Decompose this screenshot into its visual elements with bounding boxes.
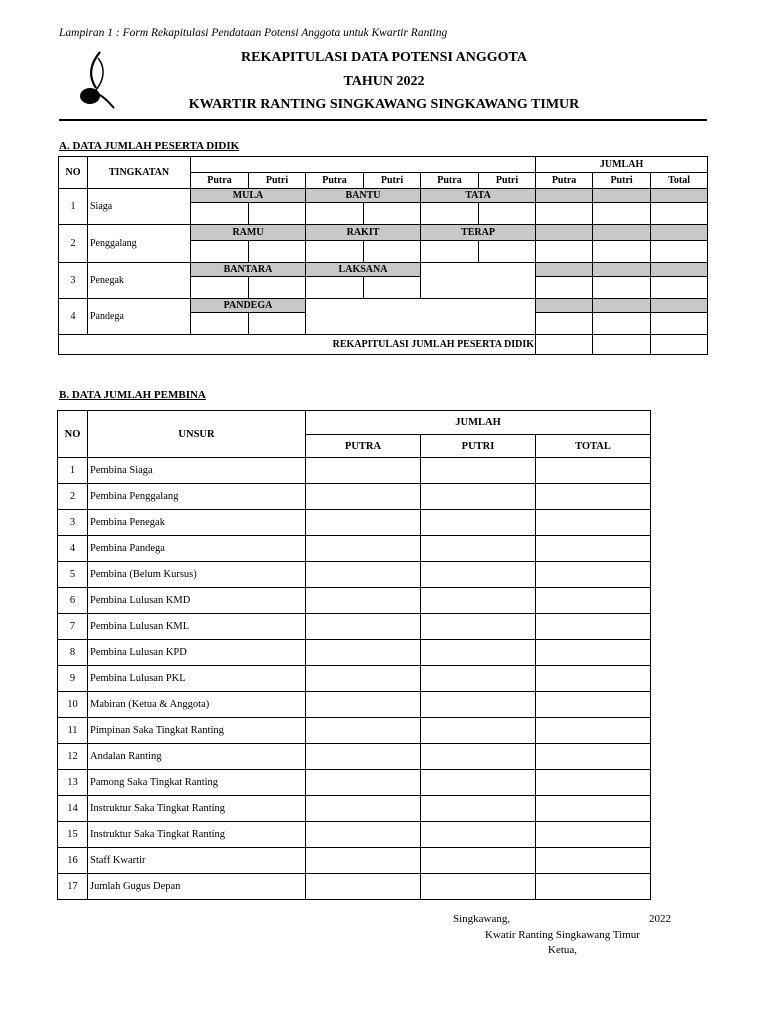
table-row <box>58 822 651 848</box>
shaded-cell <box>651 189 708 203</box>
row-unsur: Pamong Saka Tingkat Ranting <box>88 770 306 796</box>
total-putri-header: Putri <box>593 173 651 189</box>
row-no: 11 <box>58 718 88 744</box>
input-cell[interactable] <box>536 744 651 770</box>
report-year: TAHUN 2022 <box>343 74 425 89</box>
input-cell[interactable] <box>421 562 536 588</box>
input-cell[interactable] <box>421 666 536 692</box>
input-cell[interactable] <box>306 718 421 744</box>
putri-header: Putri <box>364 173 421 189</box>
level-label: BANTARA <box>191 263 306 277</box>
total-putra-header: Putra <box>536 173 593 189</box>
input-cell[interactable] <box>191 313 249 335</box>
shaded-cell <box>593 263 651 277</box>
input-cell[interactable] <box>479 241 536 263</box>
input-cell[interactable] <box>306 744 421 770</box>
shaded-cell <box>593 225 651 241</box>
signature-place: Singkawang, <box>453 913 511 925</box>
peserta-didik-table <box>58 156 708 355</box>
table-row <box>58 562 651 588</box>
shaded-cell <box>536 299 593 313</box>
input-cell[interactable] <box>479 203 536 225</box>
row-unsur: Jumlah Gugus Depan <box>88 874 306 900</box>
input-cell[interactable] <box>421 744 536 770</box>
input-cell[interactable] <box>536 277 593 299</box>
row-unsur: Pembina Siaga <box>88 458 306 484</box>
row-tingkatan: Penggalang <box>88 225 191 263</box>
row-no: 1 <box>59 189 88 225</box>
input-cell[interactable] <box>421 241 479 263</box>
input-cell[interactable] <box>191 277 249 299</box>
row-unsur: Instruktur Saka Tingkat Ranting <box>88 796 306 822</box>
input-cell[interactable] <box>421 848 536 874</box>
col-no-header: NO <box>58 411 88 458</box>
input-cell[interactable] <box>421 822 536 848</box>
table-row <box>58 510 651 536</box>
col-tingkatan-header: TINGKATAN <box>88 157 191 189</box>
input-cell[interactable] <box>593 277 651 299</box>
row-unsur: Andalan Ranting <box>88 744 306 770</box>
table-row <box>58 770 651 796</box>
table-row <box>58 588 651 614</box>
section-a-title: A. DATA JUMLAH PESERTA DIDIK <box>59 140 240 152</box>
input-cell[interactable] <box>536 614 651 640</box>
row-unsur: Pembina Penggalang <box>88 484 306 510</box>
header-divider <box>59 119 707 121</box>
input-cell[interactable] <box>306 458 421 484</box>
row-no: 6 <box>58 588 88 614</box>
table-row <box>58 640 651 666</box>
input-cell[interactable] <box>249 277 306 299</box>
shaded-cell <box>593 299 651 313</box>
input-cell[interactable] <box>536 458 651 484</box>
input-cell[interactable] <box>364 203 421 225</box>
input-cell[interactable] <box>536 640 651 666</box>
input-cell[interactable] <box>536 666 651 692</box>
table-row <box>58 874 651 900</box>
shaded-cell <box>651 299 708 313</box>
input-cell[interactable] <box>593 313 651 335</box>
shaded-cell <box>536 189 593 203</box>
input-cell[interactable] <box>306 614 421 640</box>
level-label: MULA <box>191 189 306 203</box>
row-tingkatan: Pandega <box>88 299 191 335</box>
input-cell[interactable] <box>249 241 306 263</box>
input-cell[interactable] <box>191 203 249 225</box>
input-cell[interactable] <box>191 241 249 263</box>
input-cell[interactable] <box>421 484 536 510</box>
input-cell[interactable] <box>651 241 708 263</box>
input-cell[interactable] <box>249 313 306 335</box>
input-cell[interactable] <box>306 640 421 666</box>
input-cell[interactable] <box>364 241 421 263</box>
row-no: 16 <box>58 848 88 874</box>
putra-header: Putra <box>306 173 364 189</box>
input-cell[interactable] <box>306 484 421 510</box>
row-unsur: Pimpinan Saka Tingkat Ranting <box>88 718 306 744</box>
col-unsur-header: UNSUR <box>88 411 306 458</box>
input-cell[interactable] <box>536 692 651 718</box>
row-no: 9 <box>58 666 88 692</box>
input-cell[interactable] <box>306 796 421 822</box>
input-cell[interactable] <box>421 770 536 796</box>
table-row <box>58 666 651 692</box>
pembina-table <box>57 410 651 900</box>
table-row <box>58 744 651 770</box>
input-cell[interactable] <box>593 335 651 355</box>
input-cell[interactable] <box>249 203 306 225</box>
section-b-title: B. DATA JUMLAH PEMBINA <box>59 389 206 401</box>
input-cell[interactable] <box>421 536 536 562</box>
input-cell[interactable] <box>536 536 651 562</box>
col-putra-header: PUTRA <box>306 435 421 458</box>
signature-role: Ketua, <box>548 944 578 956</box>
putri-header: Putri <box>479 173 536 189</box>
table-row <box>58 484 651 510</box>
row-unsur: Pembina Lulusan KPD <box>88 640 306 666</box>
level-label: LAKSANA <box>306 263 421 277</box>
input-cell[interactable] <box>306 203 364 225</box>
level-label: TATA <box>421 189 536 203</box>
table-row <box>58 692 651 718</box>
input-cell[interactable] <box>421 640 536 666</box>
blank-cell <box>306 299 536 335</box>
putri-header: Putri <box>249 173 306 189</box>
input-cell[interactable] <box>421 718 536 744</box>
table-row <box>58 458 651 484</box>
table-row <box>58 614 651 640</box>
row-no: 17 <box>58 874 88 900</box>
input-cell[interactable] <box>536 241 593 263</box>
input-cell[interactable] <box>536 848 651 874</box>
input-cell[interactable] <box>536 874 651 900</box>
row-no: 12 <box>58 744 88 770</box>
input-cell[interactable] <box>536 313 593 335</box>
input-cell[interactable] <box>306 874 421 900</box>
input-cell[interactable] <box>536 718 651 744</box>
input-cell[interactable] <box>306 536 421 562</box>
table-row <box>58 848 651 874</box>
input-cell[interactable] <box>306 770 421 796</box>
total-header: Total <box>651 173 708 189</box>
row-unsur: Pembina Lulusan KMD <box>88 588 306 614</box>
input-cell[interactable] <box>421 614 536 640</box>
table-row <box>58 796 651 822</box>
row-unsur: Instruktur Saka Tingkat Ranting <box>88 822 306 848</box>
row-unsur: Pembina Pandega <box>88 536 306 562</box>
col-jumlah-header: JUMLAH <box>306 411 651 435</box>
table-row <box>58 536 651 562</box>
row-no: 8 <box>58 640 88 666</box>
input-cell[interactable] <box>421 588 536 614</box>
col-no-header: NO <box>59 157 88 189</box>
row-no: 3 <box>58 510 88 536</box>
input-cell[interactable] <box>306 241 364 263</box>
input-cell[interactable] <box>306 510 421 536</box>
input-cell[interactable] <box>536 335 593 355</box>
level-label: BANTU <box>306 189 421 203</box>
putra-header: Putra <box>421 173 479 189</box>
row-no: 4 <box>59 299 88 335</box>
input-cell[interactable] <box>306 822 421 848</box>
summary-label: REKAPITULASI JUMLAH PESERTA DIDIK <box>59 335 536 355</box>
input-cell[interactable] <box>306 666 421 692</box>
input-cell[interactable] <box>536 510 651 536</box>
input-cell[interactable] <box>536 588 651 614</box>
row-no: 13 <box>58 770 88 796</box>
row-unsur: Staff Kwartir <box>88 848 306 874</box>
shaded-cell <box>536 225 593 241</box>
row-no: 4 <box>58 536 88 562</box>
input-cell[interactable] <box>306 588 421 614</box>
input-cell[interactable] <box>651 277 708 299</box>
shaded-cell <box>593 189 651 203</box>
row-no: 14 <box>58 796 88 822</box>
input-cell[interactable] <box>421 203 479 225</box>
input-cell[interactable] <box>306 562 421 588</box>
col-putri-header: PUTRI <box>421 435 536 458</box>
shaded-cell <box>651 263 708 277</box>
level-group-header <box>191 157 536 173</box>
input-cell[interactable] <box>536 203 593 225</box>
row-unsur: Pembina Lulusan PKL <box>88 666 306 692</box>
table-row <box>58 718 651 744</box>
row-tingkatan: Penegak <box>88 263 191 299</box>
input-cell[interactable] <box>536 484 651 510</box>
input-cell[interactable] <box>593 203 651 225</box>
row-no: 1 <box>58 458 88 484</box>
row-no: 2 <box>59 225 88 263</box>
input-cell[interactable] <box>421 510 536 536</box>
input-cell[interactable] <box>306 277 364 299</box>
input-cell[interactable] <box>536 822 651 848</box>
input-cell[interactable] <box>306 848 421 874</box>
input-cell[interactable] <box>536 796 651 822</box>
putra-header: Putra <box>191 173 249 189</box>
input-cell[interactable] <box>536 770 651 796</box>
input-cell[interactable] <box>306 692 421 718</box>
level-label: RAMU <box>191 225 306 241</box>
signature-year: 2022 <box>649 913 671 925</box>
row-no: 7 <box>58 614 88 640</box>
input-cell[interactable] <box>536 562 651 588</box>
row-no: 3 <box>59 263 88 299</box>
input-cell[interactable] <box>651 203 708 225</box>
level-label: RAKIT <box>306 225 421 241</box>
appendix-note: Lampiran 1 : Form Rekapitulasi Pendataan Potensi Anggota untuk Kwartir Ranting <box>59 27 448 39</box>
row-unsur: Pembina Lulusan KML <box>88 614 306 640</box>
report-subtitle: KWARTIR RANTING SINGKAWANG SINGKAWANG TIMUR <box>188 97 580 112</box>
blank-cell <box>421 263 536 299</box>
level-label: PANDEGA <box>191 299 306 313</box>
input-cell[interactable] <box>421 458 536 484</box>
signature-org: Kwatir Ranting Singkawang Timur <box>485 929 640 941</box>
row-unsur: Mabiran (Ketua & Anggota) <box>88 692 306 718</box>
input-cell[interactable] <box>593 241 651 263</box>
input-cell[interactable] <box>421 874 536 900</box>
input-cell[interactable] <box>651 335 708 355</box>
row-no: 5 <box>58 562 88 588</box>
col-total-header: TOTAL <box>536 435 651 458</box>
shaded-cell <box>651 225 708 241</box>
row-tingkatan: Siaga <box>88 189 191 225</box>
row-unsur: Pembina Penegak <box>88 510 306 536</box>
row-no: 15 <box>58 822 88 848</box>
input-cell[interactable] <box>421 692 536 718</box>
row-no: 10 <box>58 692 88 718</box>
row-no: 2 <box>58 484 88 510</box>
report-title: REKAPITULASI DATA POTENSI ANGGOTA <box>241 50 527 65</box>
level-label: TERAP <box>421 225 536 241</box>
col-jumlah-header: JUMLAH <box>536 157 708 173</box>
input-cell[interactable] <box>651 313 708 335</box>
input-cell[interactable] <box>364 277 421 299</box>
input-cell[interactable] <box>421 796 536 822</box>
row-unsur: Pembina (Belum Kursus) <box>88 562 306 588</box>
shaded-cell <box>536 263 593 277</box>
